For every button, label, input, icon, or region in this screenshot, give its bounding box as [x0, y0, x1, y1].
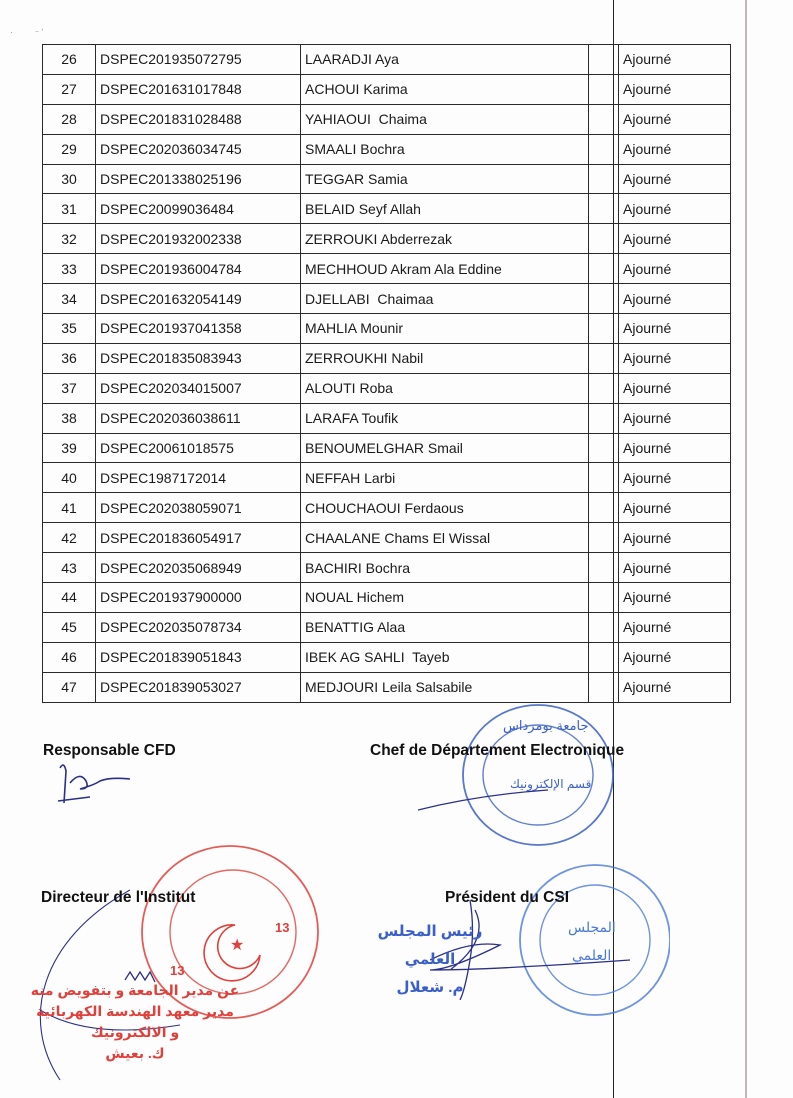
table-row	[43, 463, 731, 493]
student-id: DSPEC202038059071	[96, 493, 301, 523]
student-id: DSPEC201937900000	[96, 583, 301, 613]
stamp-text-1: المجلس	[568, 919, 616, 935]
student-id: DSPEC201836054917	[96, 523, 301, 553]
result-status: Ajourné	[619, 672, 731, 702]
table-row	[43, 104, 731, 134]
result-status: Ajourné	[619, 403, 731, 433]
empty-cell	[589, 672, 619, 702]
result-status: Ajourné	[619, 194, 731, 224]
empty-cell	[589, 463, 619, 493]
table-row	[43, 284, 731, 314]
student-name: BELAID Seyf Allah	[301, 194, 589, 224]
student-name: MECHHOUD Akram Ala Eddine	[301, 254, 589, 284]
row-number: 30	[43, 164, 96, 194]
row-number: 33	[43, 254, 96, 284]
result-status: Ajourné	[619, 463, 731, 493]
table-row	[43, 194, 731, 224]
empty-cell	[589, 45, 619, 75]
student-name: TEGGAR Samia	[301, 164, 589, 194]
student-name: NOUAL Hichem	[301, 583, 589, 613]
student-name: CHOUCHAOUI Ferdaous	[301, 493, 589, 523]
row-number: 27	[43, 74, 96, 104]
signature-responsable-cfd	[50, 763, 140, 813]
empty-cell	[589, 403, 619, 433]
student-name: ALOUTI Roba	[301, 373, 589, 403]
table-row	[43, 672, 731, 702]
row-number: 28	[43, 104, 96, 134]
table-row	[43, 612, 731, 642]
student-name: ZERROUKHI Nabil	[301, 343, 589, 373]
student-name: ACHOUI Karima	[301, 74, 589, 104]
table-row	[43, 553, 731, 583]
empty-cell	[589, 642, 619, 672]
row-number: 44	[43, 583, 96, 613]
empty-cell	[589, 134, 619, 164]
student-id: DSPEC1987172014	[96, 463, 301, 493]
row-number: 34	[43, 284, 96, 314]
table-row	[43, 433, 731, 463]
row-number: 43	[43, 553, 96, 583]
caption-line-2: م. شعلال	[396, 979, 464, 996]
table-row	[43, 583, 731, 613]
student-id: DSPEC202035068949	[96, 553, 301, 583]
empty-cell	[589, 373, 619, 403]
signature-label-president-csi: Président du CSI	[445, 889, 570, 906]
student-name: BENOUMELGHAR Smail	[301, 433, 589, 463]
result-status: Ajourné	[619, 45, 731, 75]
table-row	[43, 403, 731, 433]
table-row	[43, 493, 731, 523]
student-id: DSPEC201632054149	[96, 284, 301, 314]
svg-text:13: 13	[170, 963, 185, 978]
table-row	[43, 254, 731, 284]
student-id: DSPEC201839051843	[96, 642, 301, 672]
table-row	[43, 642, 731, 672]
student-id: DSPEC20099036484	[96, 194, 301, 224]
table-row	[43, 343, 731, 373]
stamp-number: 13	[275, 920, 290, 935]
empty-cell	[589, 553, 619, 583]
student-id: DSPEC201937041358	[96, 314, 301, 344]
signature-label-chef-departement: Chef de Département Electronique	[370, 742, 625, 759]
student-id: DSPEC201935072795	[96, 45, 301, 75]
directeur-stamp-caption	[30, 980, 240, 1064]
row-number: 45	[43, 612, 96, 642]
stamp-text-center: قسم الإلكترونيك	[510, 777, 592, 791]
student-name: YAHIAOUI Chaima	[301, 104, 589, 134]
caption-line-1: رئيس المجلس العلمي	[377, 923, 483, 968]
empty-cell	[589, 612, 619, 642]
student-id: DSPEC201831028488	[96, 104, 301, 134]
table-row	[43, 373, 731, 403]
student-name: LAARADJI Aya	[301, 45, 589, 75]
row-number: 32	[43, 224, 96, 254]
result-status: Ajourné	[619, 134, 731, 164]
row-number: 38	[43, 403, 96, 433]
result-status: Ajourné	[619, 493, 731, 523]
student-id: DSPEC202035078734	[96, 612, 301, 642]
student-id: DSPEC201839053027	[96, 672, 301, 702]
empty-cell	[589, 433, 619, 463]
student-name: CHAALANE Chams El Wissal	[301, 523, 589, 553]
result-status: Ajourné	[619, 553, 731, 583]
row-number: 46	[43, 642, 96, 672]
empty-cell	[589, 343, 619, 373]
empty-cell	[589, 74, 619, 104]
empty-cell	[589, 254, 619, 284]
caption-line-1: عن مدير الجامعة و بتفويض منه	[30, 982, 240, 998]
row-number: 37	[43, 373, 96, 403]
caption-line-4: ك. بعيش	[105, 1045, 165, 1061]
empty-cell	[589, 314, 619, 344]
student-name: MAHLIA Mounir	[301, 314, 589, 344]
student-id: DSPEC201338025196	[96, 164, 301, 194]
table-row	[43, 224, 731, 254]
stamp-text-top: جامعة بومرداس	[503, 718, 589, 733]
row-number: 39	[43, 433, 96, 463]
student-id: DSPEC201936004784	[96, 254, 301, 284]
row-number: 42	[43, 523, 96, 553]
caption-line-3: و الالكترونيك	[90, 1024, 180, 1040]
empty-cell	[589, 583, 619, 613]
student-id: DSPEC202036038611	[96, 403, 301, 433]
row-number: 41	[43, 493, 96, 523]
result-status: Ajourné	[619, 314, 731, 344]
table-row	[43, 74, 731, 104]
table-row	[43, 523, 731, 553]
scan-specks: · ⁻ ʼ	[10, 28, 44, 37]
student-name: IBEK AG SAHLI Tayeb	[301, 642, 589, 672]
departement-stamp	[418, 700, 628, 860]
table-row	[43, 314, 731, 344]
result-status: Ajourné	[619, 612, 731, 642]
result-status: Ajourné	[619, 284, 731, 314]
row-number: 47	[43, 672, 96, 702]
result-status: Ajourné	[619, 373, 731, 403]
result-status: Ajourné	[619, 164, 731, 194]
empty-cell	[589, 194, 619, 224]
row-number: 26	[43, 45, 96, 75]
student-name: ZERROUKI Abderrezak	[301, 224, 589, 254]
row-number: 40	[43, 463, 96, 493]
result-status: Ajourné	[619, 523, 731, 553]
student-name: DJELLABI Chaimaa	[301, 284, 589, 314]
row-number: 31	[43, 194, 96, 224]
empty-cell	[589, 284, 619, 314]
stamp-text-2: العلمي	[572, 947, 612, 963]
results-table	[42, 44, 731, 703]
student-name: BENATTIG Alaa	[301, 612, 589, 642]
result-status: Ajourné	[619, 433, 731, 463]
student-name: LARAFA Toufik	[301, 403, 589, 433]
result-status: Ajourné	[619, 343, 731, 373]
student-name: NEFFAH Larbi	[301, 463, 589, 493]
student-id: DSPEC202034015007	[96, 373, 301, 403]
empty-cell	[589, 493, 619, 523]
empty-cell	[589, 224, 619, 254]
student-name: BACHIRI Bochra	[301, 553, 589, 583]
student-name: MEDJOURI Leila Salsabile	[301, 672, 589, 702]
result-status: Ajourné	[619, 224, 731, 254]
row-number: 36	[43, 343, 96, 373]
row-number: 29	[43, 134, 96, 164]
table-row	[43, 45, 731, 75]
svg-text:★: ★	[230, 937, 245, 954]
result-status: Ajourné	[619, 74, 731, 104]
result-status: Ajourné	[619, 642, 731, 672]
caption-line-2: مدير معهد الهندسة الكهربائية	[36, 1003, 234, 1019]
result-status: Ajourné	[619, 254, 731, 284]
result-status: Ajourné	[619, 104, 731, 134]
signature-label-responsable-cfd: Responsable CFD	[43, 742, 176, 759]
table-row	[43, 134, 731, 164]
student-id: DSPEC201835083943	[96, 343, 301, 373]
student-id: DSPEC20061018575	[96, 433, 301, 463]
student-name: SMAALI Bochra	[301, 134, 589, 164]
student-id: DSPEC201932002338	[96, 224, 301, 254]
signature-label-directeur: Directeur de l'Institut	[41, 889, 196, 906]
page-edge-line	[745, 0, 747, 1098]
empty-cell	[589, 104, 619, 134]
result-status: Ajourné	[619, 583, 731, 613]
csi-stamp-caption	[365, 918, 495, 1002]
table-row	[43, 164, 731, 194]
student-id: DSPEC202036034745	[96, 134, 301, 164]
empty-cell	[589, 164, 619, 194]
row-number: 35	[43, 314, 96, 344]
empty-cell	[589, 523, 619, 553]
student-id: DSPEC201631017848	[96, 74, 301, 104]
